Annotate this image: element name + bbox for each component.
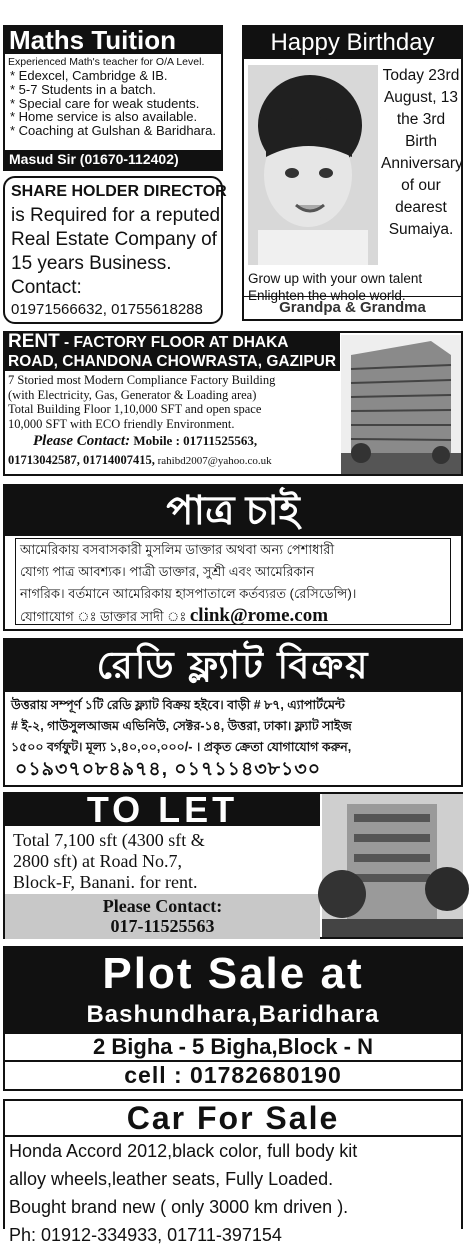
- rent-phones-email: [8, 453, 272, 468]
- share-line: Real Estate Company of: [11, 229, 217, 250]
- share-title: SHARE HOLDER DIRECTOR: [11, 183, 227, 200]
- birthday-photo: [248, 65, 378, 265]
- birthday-message: [381, 65, 461, 241]
- share-line: Contact:: [11, 277, 82, 298]
- patro-chai-ad: [3, 484, 463, 631]
- car-title: Car For Sale: [5, 1101, 461, 1137]
- birthday-line: Today 23rd: [382, 67, 460, 84]
- rent-body-line: (with Electricity, Gas, Generator & Loading area): [8, 387, 257, 402]
- patro-line: নাগরিক। বর্তমানে আমেরিকায় হাসপাতালে কর্তব্যরত (রেসিডেন্সি)।: [20, 586, 357, 601]
- birthday-line: Birth: [405, 133, 437, 150]
- tolet-line: Block-F, Banani. for rent.: [13, 872, 198, 892]
- maths-contact: Masud Sir (01670-112402): [5, 150, 221, 169]
- flat-line: ১৫০০ বর্গফুট। মূল্য ১,৪০,০০,০০০/- । প্রকৃত ক্রেতা যোগাযোগ করুন,: [11, 740, 352, 754]
- birthday-ad: [242, 25, 463, 321]
- car-phone-partial: Ph: 01912-334933, 01711-397154: [9, 1225, 282, 1245]
- patro-title: পাত্র চাই: [5, 486, 461, 536]
- maths-bullet: * Coaching at Gulshan & Baridhara.: [10, 123, 216, 139]
- patro-contact-prefix: যোগাযোগ ঃ ডাক্তার সাদী ঃ: [20, 609, 190, 624]
- tolet-phone: 017-11525563: [110, 916, 215, 936]
- rent-body-line: 10,000 SFT with ECO friendly Environment.: [8, 416, 235, 431]
- flat-phones: ০১৯৩৭০৮৪৯৭৪, ০১৭১১৪৩৮১৩০: [15, 759, 322, 780]
- share-phones: 01971566632, 01755618288: [11, 301, 203, 318]
- rent-body-line: 7 Storied most Modern Compliance Factory Building: [8, 373, 276, 387]
- tolet-building-photo: [322, 794, 463, 937]
- rent-body-line: Total Building Floor 1,10,000 SFT and open space: [8, 402, 262, 416]
- share-body: [5, 204, 221, 300]
- patro-email: clink@rome.com: [189, 605, 329, 626]
- patro-body: [15, 538, 451, 625]
- rent-factory-ad: [3, 331, 463, 476]
- birthday-line: Anniversary: [381, 155, 463, 172]
- patro-line: আমেরিকায় বসবাসকারী মুসলিম ডাক্তার অথবা অন্য পেশাধারী: [20, 542, 335, 557]
- tolet-title: TO LET: [5, 794, 320, 826]
- car-sale-ad: [3, 1099, 463, 1245]
- car-line: Bought brand new ( only 3000 km driven ).: [9, 1197, 349, 1217]
- flat-line: উত্তরায় সম্পূর্ণ ১টি রেডি ফ্ল্যাট বিক্রয় হইবে। বাড়ী # ৮৭, এ্যাপার্টমেন্ট: [11, 698, 345, 712]
- plot-header: [5, 948, 461, 1034]
- plot-location: Bashundhara,Baridhara: [86, 1001, 380, 1028]
- child-portrait-image: [248, 65, 378, 265]
- maths-bullet: * Special care for weak students.: [10, 95, 200, 111]
- rent-title-2: ROAD, CHANDONA CHOWRASTA, GAZIPUR: [8, 352, 337, 370]
- maths-bullet: * 5-7 Students in a batch.: [10, 81, 156, 97]
- birthday-footer-line: Enlighten the whole world.: [248, 288, 406, 303]
- rent-contact: [33, 433, 257, 450]
- car-line: alloy wheels,leather seats, Fully Loaded.: [9, 1169, 334, 1189]
- share-line: 15 years Business.: [11, 253, 172, 274]
- ready-flat-ad: [3, 638, 463, 787]
- rent-body: [8, 373, 338, 431]
- birthday-signature: Grandpa & Grandma: [244, 296, 461, 319]
- share-holder-ad: [3, 176, 227, 324]
- rent-title-bold: RENT: [8, 331, 60, 352]
- rent-email: rahibd2007@yahoo.co.uk: [154, 455, 272, 467]
- birthday-line: the 3rd: [396, 111, 446, 128]
- tolet-line: Total 7,100 sft (4300 sft &: [13, 830, 205, 850]
- plot-sale-ad: [3, 946, 463, 1091]
- flat-line: # ই-২, গাউসুলআজম এভিনিউ, সেক্টর-১৪, উত্তরা, ঢাকা। ফ্ল্যাট সাইজ: [11, 719, 352, 733]
- rent-mobile: Mobile : 01711525563,: [130, 433, 258, 448]
- rent-title-block: [5, 333, 340, 371]
- maths-bullet: * Home service is also available.: [10, 109, 198, 125]
- birthday-title: Happy Birthday: [244, 27, 461, 59]
- tolet-contact-band: [5, 894, 320, 939]
- birthday-line: dearest: [395, 199, 447, 216]
- plot-title: Plot Sale at: [102, 949, 364, 998]
- maths-intro: Experienced Math's teacher for O/A Level.: [8, 56, 205, 68]
- flat-body: [5, 695, 461, 758]
- to-let-ad: [3, 789, 463, 939]
- plot-size: 2 Bigha - 5 Bigha,Block - N: [5, 1034, 461, 1062]
- maths-bullet: * Edexcel, Cambridge & IB.: [10, 68, 168, 83]
- birthday-line: August, 13: [383, 89, 459, 106]
- apartment-building-image: [322, 794, 463, 937]
- factory-building-image: [341, 335, 461, 474]
- birthday-line: Sumaiya.: [388, 221, 454, 238]
- birthday-line: of our: [401, 177, 441, 194]
- birthday-footer-line: Grow up with your own talent: [248, 271, 423, 286]
- tolet-body: [13, 830, 321, 893]
- share-line: is Required for a reputed: [11, 205, 221, 226]
- rent-building-photo: [341, 335, 461, 474]
- maths-bullets: [5, 69, 221, 138]
- car-line: Honda Accord 2012,black color, full body kit: [9, 1141, 358, 1161]
- tolet-line: 2800 sft) at Road No.7,: [13, 851, 182, 871]
- patro-contact: [20, 605, 450, 628]
- plot-cell: cell : 01782680190: [124, 1062, 342, 1088]
- flat-title: রেডি ফ্ল্যাট বিক্রয়: [5, 640, 461, 692]
- patro-line: যোগ্য পাত্র আবশ্যক। পাত্রী ডাক্তার, সুশ্রী এবং আমেরিকান: [20, 564, 315, 579]
- rent-title-line: [8, 333, 340, 353]
- tolet-contact-label: Please Contact:: [102, 896, 223, 916]
- maths-tuition-ad: [3, 25, 223, 171]
- rent-title-rest: - FACTORY FLOOR AT DHAKA: [59, 334, 289, 351]
- rent-contact-label: Please Contact:: [33, 433, 131, 449]
- maths-title: Maths Tuition: [5, 27, 221, 54]
- car-body: [5, 1137, 461, 1249]
- rent-phones2: 01713042587, 01714007415,: [8, 453, 155, 467]
